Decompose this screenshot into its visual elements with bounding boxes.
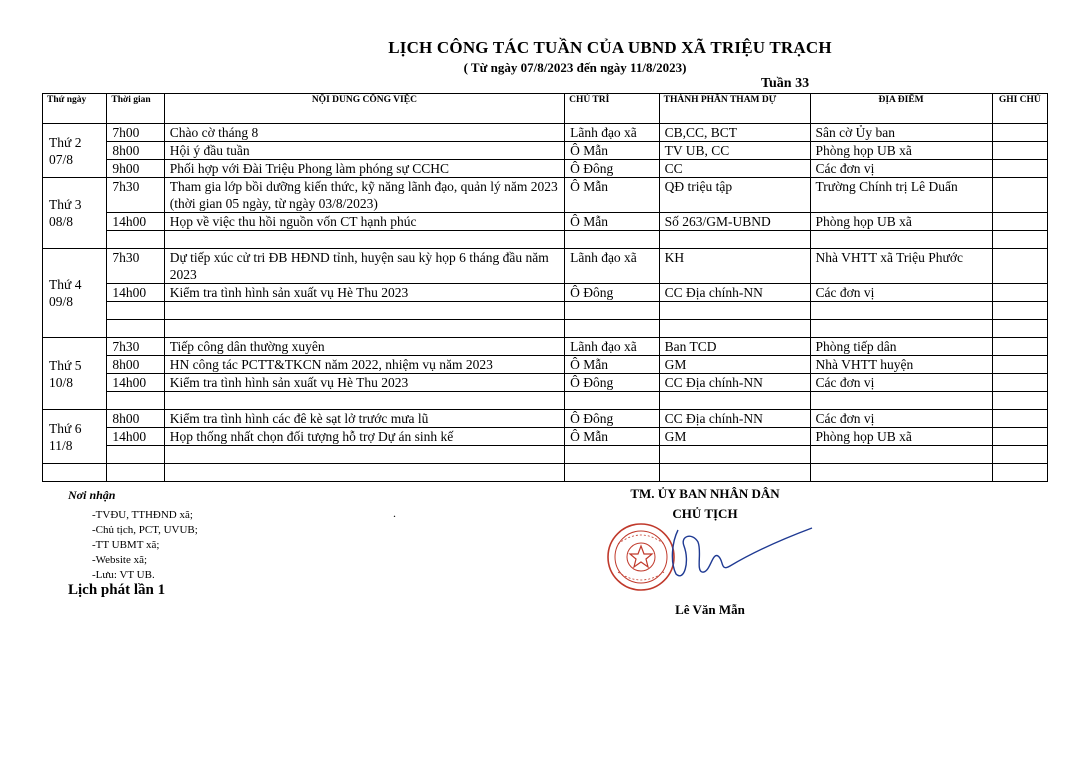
table-row <box>43 410 1048 428</box>
location-cell: Nhà VHTT huyện <box>810 356 992 374</box>
participants-cell <box>659 231 810 249</box>
header-participants: THÀNH PHẦN THAM DỰ <box>659 94 810 124</box>
note-cell <box>992 124 1047 142</box>
table-row <box>43 302 1048 320</box>
location-cell <box>810 446 992 464</box>
empty-cell <box>43 464 107 482</box>
empty-cell <box>992 464 1047 482</box>
note-cell <box>992 428 1047 446</box>
participants-cell: CC Địa chính-NN <box>659 374 810 392</box>
note-cell <box>992 231 1047 249</box>
content-cell: Phối hợp với Đài Triệu Phong làm phóng sự CCHC <box>164 160 564 178</box>
content-cell: Dự tiếp xúc cử tri ĐB HĐND tỉnh, huyện sau kỳ họp 6 tháng đầu năm 2023 <box>164 249 564 284</box>
chair-cell <box>565 392 660 410</box>
location-cell <box>810 302 992 320</box>
time-cell <box>107 392 164 410</box>
content-cell: Chào cờ tháng 8 <box>164 124 564 142</box>
chair-cell <box>565 302 660 320</box>
weekday-label: Thứ 3 <box>49 197 82 212</box>
signer-title: CHỦ TỊCH <box>672 506 738 521</box>
chair-cell: Ô Đông <box>565 410 660 428</box>
location-cell: Các đơn vị <box>810 284 992 302</box>
note-cell <box>992 160 1047 178</box>
note-cell <box>992 213 1047 231</box>
note-cell <box>992 284 1047 302</box>
chair-cell <box>565 231 660 249</box>
participants-cell: Số 263/GM-UBND <box>659 213 810 231</box>
recipient-item: -Chủ tịch, PCT, UVUB; <box>92 524 198 536</box>
note-cell <box>992 392 1047 410</box>
page-title: LỊCH CÔNG TÁC TUẦN CỦA UBND XÃ TRIỆU TRẠCH <box>388 38 832 57</box>
issue-note: Lịch phát lần 1 <box>68 582 166 598</box>
participants-cell <box>659 446 810 464</box>
recipients-title: Nơi nhận <box>68 488 116 502</box>
content-cell <box>164 320 564 338</box>
day-cell <box>43 249 107 338</box>
header-chair: CHỦ TRÌ <box>565 94 660 124</box>
location-cell: Các đơn vị <box>810 374 992 392</box>
table-row <box>43 231 1048 249</box>
chair-cell: Ô Mẫn <box>565 428 660 446</box>
note-cell <box>992 410 1047 428</box>
participants-cell: Ban TCD <box>659 338 810 356</box>
chair-cell: Ô Mẫn <box>565 356 660 374</box>
weekday-label: Thứ 2 <box>49 134 82 150</box>
table-row <box>43 320 1048 338</box>
time-cell: 14h00 <box>107 428 164 446</box>
header-location: ĐỊA ĐIỂM <box>810 94 992 124</box>
table-row <box>43 392 1048 410</box>
date-label: 10/8 <box>49 374 74 390</box>
content-cell: HN công tác PCTT&TKCN năm 2022, nhiệm vụ năm 2023 <box>164 356 564 374</box>
time-cell: 8h00 <box>107 142 164 160</box>
time-cell: 14h00 <box>107 374 164 392</box>
recipient-item: -TT UBMT xã; <box>92 539 160 551</box>
schedule-body <box>43 124 1048 482</box>
table-row <box>43 338 1048 356</box>
participants-cell: KH <box>659 249 810 284</box>
day-cell <box>43 338 107 410</box>
date-label: 08/8 <box>49 214 74 229</box>
location-cell: Trường Chính trị Lê Duẩn <box>810 178 992 213</box>
chair-cell: Ô Mẫn <box>565 142 660 160</box>
participants-cell <box>659 302 810 320</box>
table-row <box>43 249 1048 284</box>
time-cell: 14h00 <box>107 213 164 231</box>
chair-cell: Ô Đông <box>565 284 660 302</box>
note-cell <box>992 178 1047 213</box>
note-cell <box>992 374 1047 392</box>
table-row <box>43 178 1048 213</box>
day-cell <box>43 124 107 178</box>
empty-cell <box>565 464 660 482</box>
weekday-label: Thứ 4 <box>49 277 82 292</box>
day-cell <box>43 178 107 249</box>
recipient-item: -Lưu: VT UB. <box>92 569 155 581</box>
time-cell <box>107 231 164 249</box>
participants-cell: CC <box>659 160 810 178</box>
time-cell <box>107 302 164 320</box>
chair-cell: Ô Đông <box>565 160 660 178</box>
time-cell: 7h30 <box>107 178 164 213</box>
location-cell: Phòng họp UB xã <box>810 428 992 446</box>
location-cell <box>810 392 992 410</box>
content-cell <box>164 231 564 249</box>
time-cell: 14h00 <box>107 284 164 302</box>
table-row <box>43 142 1048 160</box>
time-cell: 9h00 <box>107 160 164 178</box>
table-row <box>43 428 1048 446</box>
content-cell <box>164 302 564 320</box>
separator-dot: . <box>393 506 396 520</box>
note-cell <box>992 446 1047 464</box>
note-cell <box>992 142 1047 160</box>
empty-cell <box>659 464 810 482</box>
chair-cell: Ô Mẫn <box>565 178 660 213</box>
time-cell: 8h00 <box>107 410 164 428</box>
table-row <box>43 464 1048 482</box>
participants-cell: CB,CC, BCT <box>659 124 810 142</box>
empty-cell <box>107 464 164 482</box>
participants-cell <box>659 392 810 410</box>
content-cell <box>164 392 564 410</box>
chair-cell: Ô Mẫn <box>565 213 660 231</box>
content-cell: Hội ý đầu tuần <box>164 142 564 160</box>
chair-cell <box>565 446 660 464</box>
chair-cell <box>565 320 660 338</box>
chair-cell: Lãnh đạo xã <box>565 124 660 142</box>
header-time: Thời gian <box>107 94 164 124</box>
participants-cell: QĐ triệu tập <box>659 178 810 213</box>
chair-cell: Lãnh đạo xã <box>565 249 660 284</box>
note-cell <box>992 302 1047 320</box>
location-cell: Sân cờ Ủy ban <box>810 124 992 142</box>
header-note: GHI CHÚ <box>992 94 1047 124</box>
time-cell <box>107 446 164 464</box>
table-row <box>43 374 1048 392</box>
note-cell <box>992 338 1047 356</box>
schedule-table <box>42 93 1048 482</box>
content-cell: Tiếp công dân thường xuyên <box>164 338 564 356</box>
table-row <box>43 356 1048 374</box>
chair-cell: Lãnh đạo xã <box>565 338 660 356</box>
location-cell: Các đơn vị <box>810 160 992 178</box>
content-cell: Kiểm tra tình hình sản xuất vụ Hè Thu 2023 <box>164 284 564 302</box>
date-label: 07/8 <box>49 151 74 167</box>
time-cell: 7h00 <box>107 124 164 142</box>
signer-organization: TM. ỦY BAN NHÂN DÂN <box>630 486 780 501</box>
content-cell: Tham gia lớp bồi dưỡng kiến thức, kỹ năng lãnh đạo, quản lý năm 2023 (thời gian 05 ngày, từ ngày 03/8/2023) <box>164 178 564 213</box>
table-row <box>43 284 1048 302</box>
date-label: 11/8 <box>49 437 73 453</box>
date-label: 09/8 <box>49 294 74 309</box>
participants-cell: GM <box>659 356 810 374</box>
week-label: Tuần 33 <box>760 76 810 91</box>
participants-cell: GM <box>659 428 810 446</box>
content-cell: Kiểm tra tình hình các đê kè sạt lở trước mưa lũ <box>164 410 564 428</box>
time-cell <box>107 320 164 338</box>
note-cell <box>992 249 1047 284</box>
location-cell <box>810 320 992 338</box>
location-cell: Phòng tiếp dân <box>810 338 992 356</box>
content-cell <box>164 446 564 464</box>
recipient-item: -TVĐU, TTHĐND xã; <box>92 509 193 521</box>
header-content: NỘI DUNG CÔNG VIỆC <box>164 94 564 124</box>
table-row <box>43 124 1048 142</box>
location-cell: Nhà VHTT xã Triệu Phước <box>810 249 992 284</box>
location-cell: Phòng họp UB xã <box>810 142 992 160</box>
content-cell: Họp thống nhất chọn đối tượng hỗ trợ Dự án sinh kế <box>164 428 564 446</box>
recipients-list <box>92 508 198 583</box>
empty-cell <box>810 464 992 482</box>
table-row <box>43 213 1048 231</box>
chair-cell: Ô Đông <box>565 374 660 392</box>
participants-cell: CC Địa chính-NN <box>659 284 810 302</box>
note-cell <box>992 320 1047 338</box>
table-header-row <box>43 94 1048 124</box>
location-cell: Các đơn vị <box>810 410 992 428</box>
recipient-item: -Website xã; <box>92 554 148 566</box>
location-cell: Phòng họp UB xã <box>810 213 992 231</box>
content-cell: Họp về việc thu hồi nguồn vốn CT hạnh phúc <box>164 213 564 231</box>
header-day: Thứ ngày <box>43 94 107 124</box>
time-cell: 7h30 <box>107 249 164 284</box>
note-cell <box>992 356 1047 374</box>
signature-icon <box>640 522 820 584</box>
participants-cell: CC Địa chính-NN <box>659 410 810 428</box>
signer-name: Lê Văn Mẫn <box>675 602 745 617</box>
table-row <box>43 446 1048 464</box>
time-cell: 7h30 <box>107 338 164 356</box>
weekday-label: Thứ 6 <box>49 420 82 436</box>
table-row <box>43 160 1048 178</box>
time-cell: 8h00 <box>107 356 164 374</box>
participants-cell <box>659 320 810 338</box>
participants-cell: TV UB, CC <box>659 142 810 160</box>
day-cell <box>43 410 107 464</box>
date-range-subtitle: ( Từ ngày 07/8/2023 đến ngày 11/8/2023) <box>463 60 687 75</box>
weekday-label: Thứ 5 <box>49 357 82 373</box>
location-cell <box>810 231 992 249</box>
empty-cell <box>164 464 564 482</box>
content-cell: Kiểm tra tình hình sản xuất vụ Hè Thu 2023 <box>164 374 564 392</box>
